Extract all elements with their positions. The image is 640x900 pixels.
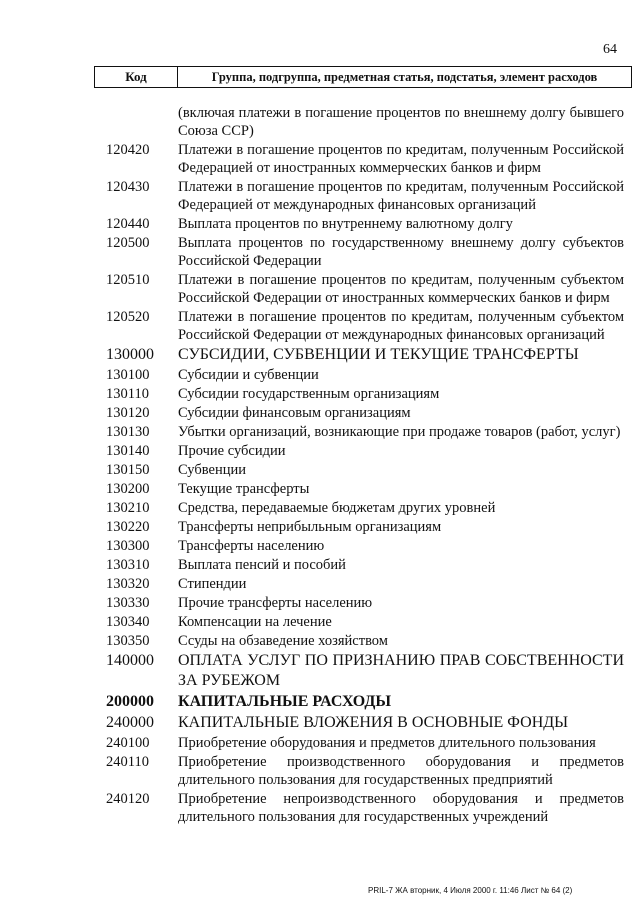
row-code: 120430	[106, 179, 150, 195]
row-code: 130220	[106, 519, 150, 535]
row-text: Трансферты населению	[178, 538, 325, 554]
row-code: 130150	[106, 462, 150, 478]
row-code: 130100	[106, 367, 150, 383]
table-row	[94, 692, 630, 712]
row-code: 120440	[106, 216, 150, 232]
row-text: Средства, передаваемые бюджетам других уровней	[178, 500, 496, 516]
header-code: Код	[95, 67, 178, 87]
row-code: 130320	[106, 576, 150, 592]
table-row	[94, 537, 630, 555]
table-row	[94, 575, 630, 593]
table-row	[94, 404, 630, 422]
row-code: 130000	[106, 346, 154, 363]
row-code: 240110	[106, 754, 149, 770]
table-row	[94, 141, 630, 177]
page-number: 64	[603, 42, 617, 57]
row-code: 130350	[106, 633, 150, 649]
row-text: ОПЛАТА УСЛУГ ПО ПРИЗНАНИЮ ПРАВ СОБСТВЕННОСТИ ЗА РУБЕЖОМ	[178, 652, 624, 689]
table-row	[94, 613, 630, 631]
row-code: 130300	[106, 538, 150, 554]
table-body	[94, 104, 630, 827]
table-row	[94, 790, 630, 826]
table-row	[94, 651, 630, 691]
table-row	[94, 178, 630, 214]
table-row	[94, 345, 630, 365]
row-code: 130340	[106, 614, 150, 630]
table-row	[94, 366, 630, 384]
table-row	[94, 713, 630, 733]
row-text: Прочие трансферты населению	[178, 595, 373, 611]
row-code: 130120	[106, 405, 150, 421]
table-row	[94, 385, 630, 403]
row-text: Компенсации на лечение	[178, 614, 332, 630]
table-row	[94, 234, 630, 270]
table-row	[94, 632, 630, 650]
row-code: 240100	[106, 735, 150, 751]
table-row	[94, 556, 630, 574]
row-text: Платежи в погашение процентов по кредитам, полученным субъектом Российской Федерации от иностранных коммерческих банков и фирм	[178, 272, 624, 306]
row-code	[94, 104, 178, 140]
row-code: 130210	[106, 500, 150, 516]
row-text: Приобретение производственного оборудования и предметов длительного пользования для государственных предприятий	[178, 754, 624, 788]
row-text: Выплата процентов по государственному внешнему долгу субъектов Российской Федерации	[178, 235, 624, 269]
table-row	[94, 753, 630, 789]
row-text: Убытки организаций, возникающие при продаже товаров (работ, услуг)	[178, 424, 621, 440]
row-code: 240000	[106, 714, 154, 731]
row-text: КАПИТАЛЬНЫЕ ВЛОЖЕНИЯ В ОСНОВНЫЕ ФОНДЫ	[178, 714, 569, 731]
table-row	[94, 423, 630, 441]
row-text: Выплата пенсий и пособий	[178, 557, 346, 573]
row-text: Платежи в погашение процентов по кредитам, полученным Российской Федерацией от международных финансовых организаций	[178, 179, 624, 213]
table-row	[94, 480, 630, 498]
row-text: Платежи в погашение процентов по кредитам, полученным субъектом Российской Федерации от международных финансовых организаций	[178, 309, 624, 343]
row-code: 200000	[106, 693, 154, 710]
row-text: СУБСИДИИ, СУБВЕНЦИИ И ТЕКУЩИЕ ТРАНСФЕРТЫ	[178, 346, 579, 363]
row-text: Выплата процентов по внутреннему валютному долгу	[178, 216, 513, 232]
row-code: 240120	[106, 791, 150, 807]
row-text: Прочие субсидии	[178, 443, 286, 459]
row-code: 120510	[106, 272, 150, 288]
table-row	[94, 442, 630, 460]
row-text: Стипендии	[178, 576, 247, 592]
row-text: Приобретение оборудования и предметов длительного пользования	[178, 735, 596, 751]
table-row	[94, 215, 630, 233]
row-text: Субсидии государственным организациям	[178, 386, 440, 402]
table-row	[94, 271, 630, 307]
row-text: Ссуды на обзаведение хозяйством	[178, 633, 388, 649]
row-text: Субвенции	[178, 462, 246, 478]
page-footer: PRIL-7 ЖА вторник, 4 Июля 2000 г. 11:46 Лист № 64 (2)	[368, 886, 573, 895]
table-row	[94, 594, 630, 612]
row-text: КАПИТАЛЬНЫЕ РАСХОДЫ	[178, 693, 392, 710]
row-text: Приобретение непроизводственного оборудования и предметов длительного пользования для государственных учреждений	[178, 791, 624, 825]
row-code: 130110	[106, 386, 149, 402]
row-code: 130140	[106, 443, 150, 459]
row-text: Платежи в погашение процентов по кредитам, полученным Российской Федерацией от иностранных коммерческих банков и фирм	[178, 142, 624, 176]
table-row	[94, 518, 630, 536]
table-row	[94, 499, 630, 517]
row-text: Субсидии и субвенции	[178, 367, 319, 383]
row-code: 120520	[106, 309, 150, 325]
row-code: 140000	[106, 652, 154, 669]
table-header	[94, 66, 632, 88]
row-text: Субсидии финансовым организациям	[178, 405, 411, 421]
row-code: 130330	[106, 595, 150, 611]
row-code: 120500	[106, 235, 150, 251]
table-row	[94, 308, 630, 344]
table-row	[94, 104, 630, 140]
row-code: 120420	[106, 142, 150, 158]
row-text: Текущие трансферты	[178, 481, 310, 497]
table-row	[94, 461, 630, 479]
table-row	[94, 734, 630, 752]
row-text: Трансферты неприбыльным организациям	[178, 519, 442, 535]
row-text: (включая платежи в погашение процентов по внешнему долгу бывшего Союза ССР)	[178, 105, 624, 139]
row-code: 130200	[106, 481, 150, 497]
header-group: Группа, подгруппа, предметная статья, подстатья, элемент расходов	[211, 70, 598, 84]
row-code: 130310	[106, 557, 150, 573]
row-code: 130130	[106, 424, 150, 440]
